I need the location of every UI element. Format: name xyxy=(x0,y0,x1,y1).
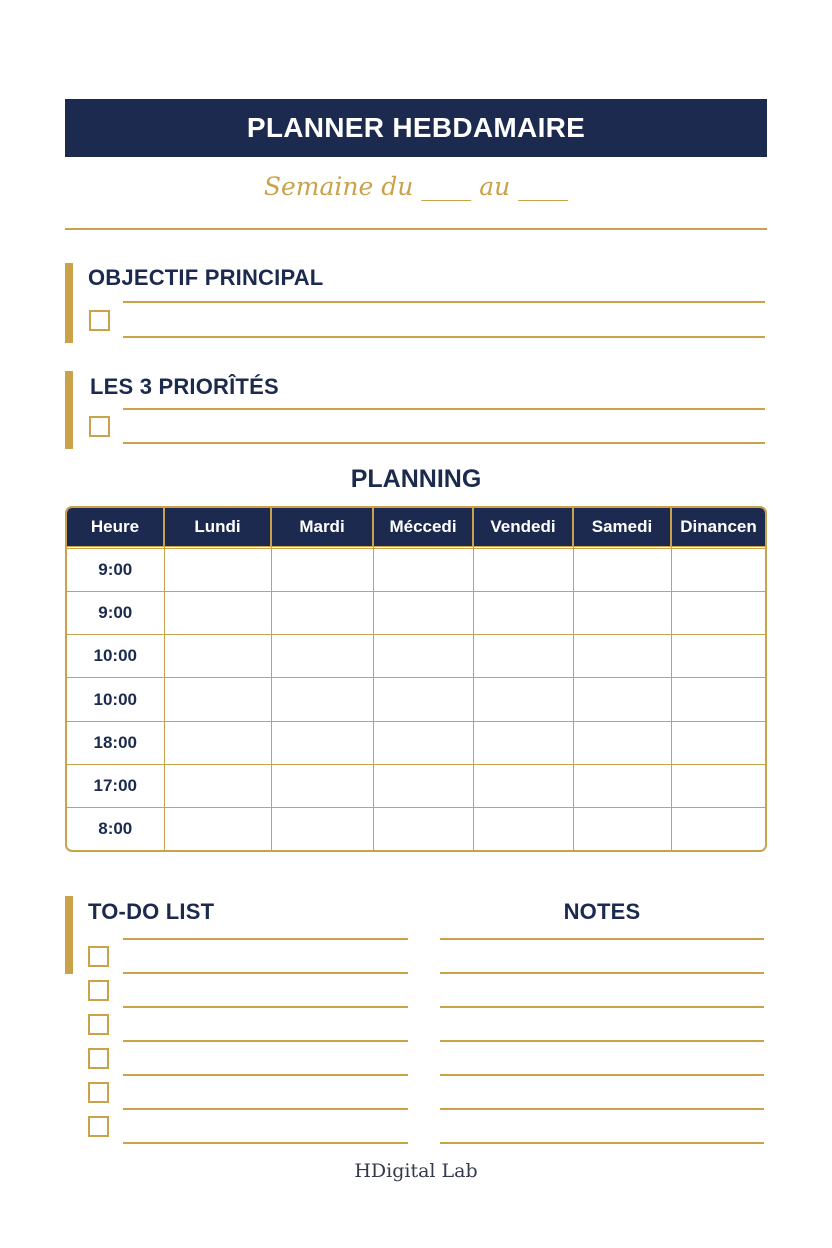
todo-checkbox[interactable] xyxy=(88,946,109,967)
schedule-cell[interactable] xyxy=(373,548,473,591)
notes-line[interactable] xyxy=(440,938,764,940)
objectif-heading: OBJECTIF PRINCIPAL xyxy=(88,265,324,290)
schedule-cell[interactable] xyxy=(473,591,573,634)
planning-row xyxy=(67,764,765,807)
column-header-dimanche: Dinancen xyxy=(671,508,765,546)
schedule-cell[interactable] xyxy=(573,635,671,678)
schedule-cell[interactable] xyxy=(473,548,573,591)
column-header-mardi: Mardi xyxy=(271,508,373,546)
planning-row xyxy=(67,721,765,764)
todo-line[interactable] xyxy=(123,938,408,940)
priorites-line xyxy=(123,408,765,410)
hour-cell: 18:00 xyxy=(67,721,164,764)
planning-row xyxy=(67,808,765,850)
todo-checkbox[interactable] xyxy=(88,1048,109,1069)
todo-checkbox[interactable] xyxy=(88,1014,109,1035)
todo-line[interactable] xyxy=(123,1006,408,1008)
notes-heading: NOTES xyxy=(563,899,641,924)
planning-row xyxy=(67,678,765,721)
objectif-line[interactable] xyxy=(123,336,765,338)
schedule-cell[interactable] xyxy=(373,764,473,807)
schedule-cell[interactable] xyxy=(271,591,373,634)
schedule-cell[interactable] xyxy=(271,721,373,764)
schedule-cell[interactable] xyxy=(573,808,671,850)
column-header-samedi: Samedi xyxy=(573,508,671,546)
planning-row xyxy=(67,548,765,591)
priorites-accent-bar xyxy=(65,371,73,449)
schedule-cell[interactable] xyxy=(671,635,765,678)
schedule-cell[interactable] xyxy=(573,591,671,634)
planning-row xyxy=(67,635,765,678)
todo-line[interactable] xyxy=(123,1108,408,1110)
schedule-cell[interactable] xyxy=(573,764,671,807)
schedule-cell[interactable] xyxy=(271,808,373,850)
priorites-heading: LES 3 PRIORÎTÉS xyxy=(90,374,279,399)
notes-line[interactable] xyxy=(440,1142,764,1144)
todo-line[interactable] xyxy=(123,1040,408,1042)
objectif-line xyxy=(123,301,765,303)
todo-line[interactable] xyxy=(123,1142,408,1144)
schedule-cell[interactable] xyxy=(164,764,271,807)
todo-line[interactable] xyxy=(123,1074,408,1076)
schedule-cell[interactable] xyxy=(271,548,373,591)
schedule-cell[interactable] xyxy=(271,635,373,678)
hour-cell: 10:00 xyxy=(67,678,164,721)
page-title: PLANNER HEBDAMAIRE xyxy=(65,99,767,157)
column-header-mercredi: Méccedi xyxy=(373,508,473,546)
planning-row xyxy=(67,591,765,634)
schedule-cell[interactable] xyxy=(164,808,271,850)
todo-heading: TO-DO LIST xyxy=(88,899,215,924)
schedule-cell[interactable] xyxy=(164,721,271,764)
schedule-cell[interactable] xyxy=(473,764,573,807)
todo-checkbox[interactable] xyxy=(88,1082,109,1103)
header-divider xyxy=(65,228,767,230)
priorites-line[interactable] xyxy=(123,442,765,444)
schedule-cell[interactable] xyxy=(473,635,573,678)
footer-brand: HDigital Lab xyxy=(354,1160,478,1182)
column-header-vendredi: Vendedi xyxy=(473,508,573,546)
schedule-cell[interactable] xyxy=(573,548,671,591)
schedule-cell[interactable] xyxy=(671,808,765,850)
schedule-cell[interactable] xyxy=(271,764,373,807)
schedule-cell[interactable] xyxy=(573,678,671,721)
schedule-cell[interactable] xyxy=(573,721,671,764)
hour-cell: 8:00 xyxy=(67,808,164,850)
schedule-cell[interactable] xyxy=(473,678,573,721)
todo-accent-bar xyxy=(65,896,73,974)
column-header-lundi: Lundi xyxy=(164,508,271,546)
schedule-cell[interactable] xyxy=(473,721,573,764)
hour-cell: 17:00 xyxy=(67,764,164,807)
todo-checkbox[interactable] xyxy=(88,1116,109,1137)
schedule-cell[interactable] xyxy=(373,808,473,850)
notes-line[interactable] xyxy=(440,1074,764,1076)
planning-grid xyxy=(65,506,767,852)
notes-line[interactable] xyxy=(440,972,764,974)
priorites-checkbox[interactable] xyxy=(89,416,110,437)
schedule-cell[interactable] xyxy=(671,678,765,721)
objectif-accent-bar xyxy=(65,263,73,343)
schedule-cell[interactable] xyxy=(373,591,473,634)
schedule-cell[interactable] xyxy=(164,548,271,591)
week-label: Semaine du ____ au ____ xyxy=(263,172,569,201)
todo-line[interactable] xyxy=(123,972,408,974)
notes-line[interactable] xyxy=(440,1040,764,1042)
schedule-cell[interactable] xyxy=(671,591,765,634)
schedule-cell[interactable] xyxy=(671,721,765,764)
schedule-cell[interactable] xyxy=(373,678,473,721)
column-header-heure: Heure xyxy=(67,508,164,546)
hour-cell: 10:00 xyxy=(67,635,164,678)
planning-title: PLANNING xyxy=(350,465,482,493)
planning-header-row xyxy=(67,508,765,546)
todo-checkbox[interactable] xyxy=(88,980,109,1001)
hour-cell: 9:00 xyxy=(67,591,164,634)
schedule-cell[interactable] xyxy=(671,764,765,807)
schedule-cell[interactable] xyxy=(271,678,373,721)
schedule-cell[interactable] xyxy=(473,808,573,850)
schedule-cell[interactable] xyxy=(671,548,765,591)
schedule-cell[interactable] xyxy=(164,635,271,678)
schedule-cell[interactable] xyxy=(164,678,271,721)
hour-cell: 9:00 xyxy=(67,548,164,591)
schedule-cell[interactable] xyxy=(164,591,271,634)
schedule-cell[interactable] xyxy=(373,635,473,678)
notes-line[interactable] xyxy=(440,1108,764,1110)
notes-line[interactable] xyxy=(440,1006,764,1008)
schedule-cell[interactable] xyxy=(373,721,473,764)
objectif-checkbox[interactable] xyxy=(89,310,110,331)
